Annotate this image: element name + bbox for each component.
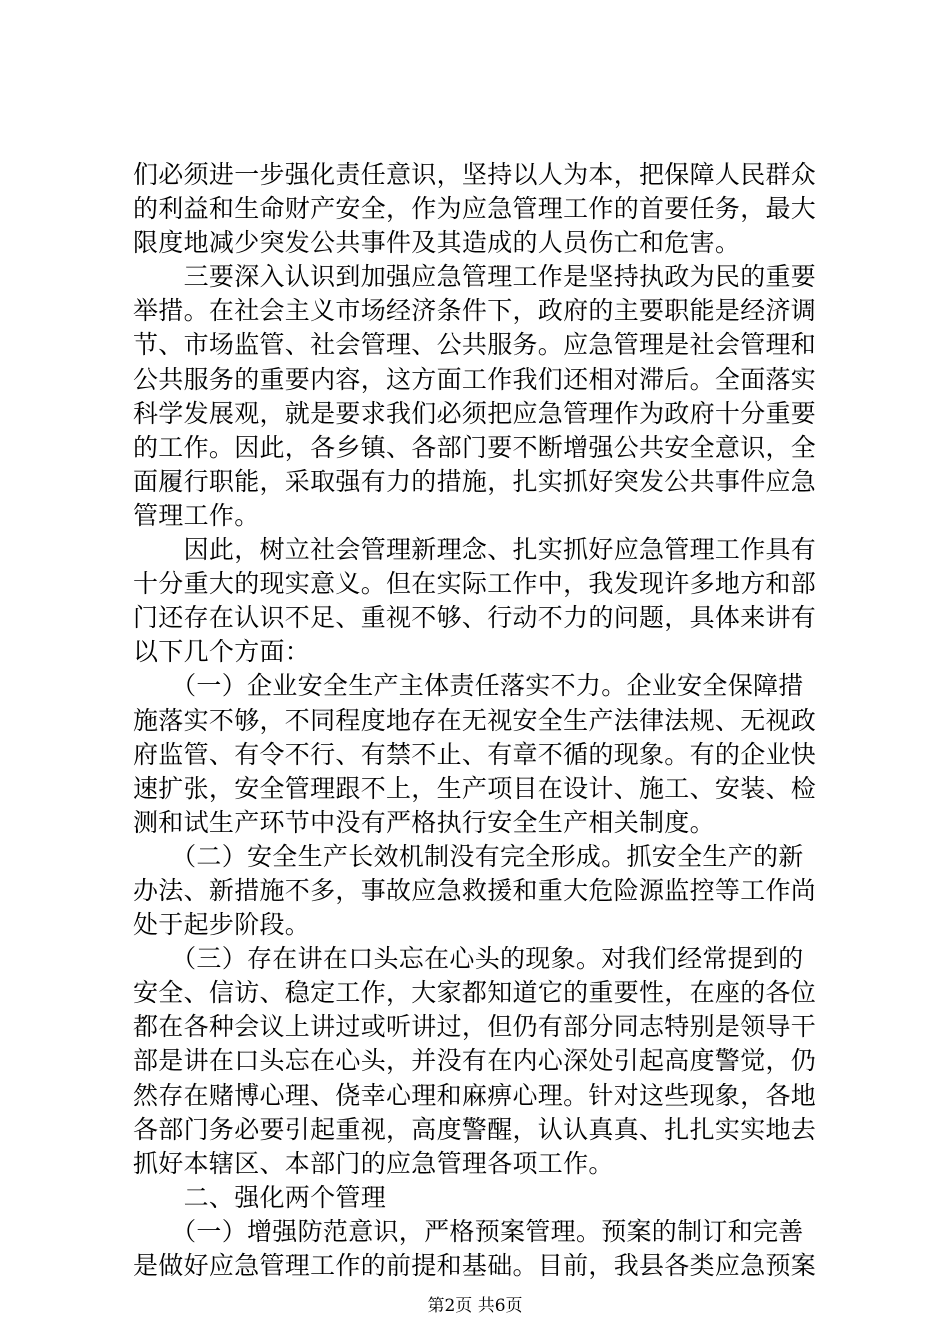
text-line: 的利益和生命财产安全，作为应急管理工作的首要任务，最大: [133, 194, 817, 224]
text-line: （三）存在讲在口头忘在心头的现象。对我们经常提到的: [133, 944, 804, 974]
text-line: 节、市场监管、社会管理、公共服务。应急管理是社会管理和: [133, 330, 817, 360]
text-line: 二、强化两个管理: [133, 1182, 387, 1212]
text-line: 面履行职能，采取强有力的措施，扎实抓好突发公共事件应急: [133, 466, 817, 496]
text-line: 限度地减少突发公共事件及其造成的人员伤亡和危害。: [133, 228, 741, 258]
text-line: 管理工作。: [133, 500, 260, 530]
text-line: 府监管、有令不行、有禁不止、有章不循的现象。有的企业快: [133, 739, 817, 769]
text-line: 各部门务必要引起重视，高度警醒，认认真真、扎扎实实地去: [133, 1114, 817, 1144]
text-line: 处于起步阶段。: [133, 910, 311, 940]
text-line: 办法、新措施不多，事故应急救援和重大危险源监控等工作尚: [133, 875, 817, 905]
text-line: 施落实不够，不同程度地存在无视安全生产法律法规、无视政: [133, 705, 817, 735]
text-line: 以下几个方面：: [133, 637, 311, 667]
text-line: 测和试生产环节中没有严格执行安全生产相关制度。: [133, 807, 715, 837]
text-line: 的工作。因此，各乡镇、各部门要不断增强公共安全意识，全: [133, 432, 817, 462]
text-line: 部是讲在口头忘在心头，并没有在内心深处引起高度警觉，仍: [133, 1046, 817, 1076]
text-line: （二）安全生产长效机制没有完全形成。抓安全生产的新: [133, 841, 804, 871]
text-line: 们必须进一步强化责任意识，坚持以人为本，把保障人民群众: [133, 160, 817, 189]
text-line: 因此，树立社会管理新理念、扎实抓好应急管理工作具有: [133, 535, 817, 565]
text-line: 速扩张，安全管理跟不上，生产项目在设计、施工、安装、检: [133, 773, 817, 803]
text-line: 门还存在认识不足、重视不够、行动不力的问题，具体来讲有: [133, 603, 817, 633]
text-line: 是做好应急管理工作的前提和基础。目前，我县各类应急预案: [133, 1251, 817, 1280]
text-line: （一）增强防范意识，严格预案管理。预案的制订和完善: [133, 1216, 804, 1246]
text-line: 十分重大的现实意义。但在实际工作中，我发现许多地方和部: [133, 569, 817, 599]
text-line: 三要深入认识到加强应急管理工作是坚持执政为民的重要: [133, 262, 817, 292]
text-line: 然存在赌博心理、侥幸心理和麻痹心理。针对这些现象，各地: [133, 1080, 817, 1110]
text-line: 安全、信访、稳定工作，大家都知道它的重要性，在座的各位: [133, 978, 817, 1008]
text-line: 公共服务的重要内容，这方面工作我们还相对滞后。全面落实: [133, 364, 817, 394]
page-footer: 第2页 共6页: [427, 1296, 523, 1316]
text-line: 都在各种会议上讲过或听讲过，但仍有部分同志特别是领导干: [133, 1012, 817, 1042]
text-line: 举措。在社会主义市场经济条件下，政府的主要职能是经济调: [133, 296, 817, 326]
text-line: （一）企业安全生产主体责任落实不力。企业安全保障措: [133, 671, 804, 701]
text-line: 抓好本辖区、本部门的应急管理各项工作。: [133, 1148, 614, 1178]
text-line: 科学发展观，就是要求我们必须把应急管理作为政府十分重要: [133, 398, 817, 428]
